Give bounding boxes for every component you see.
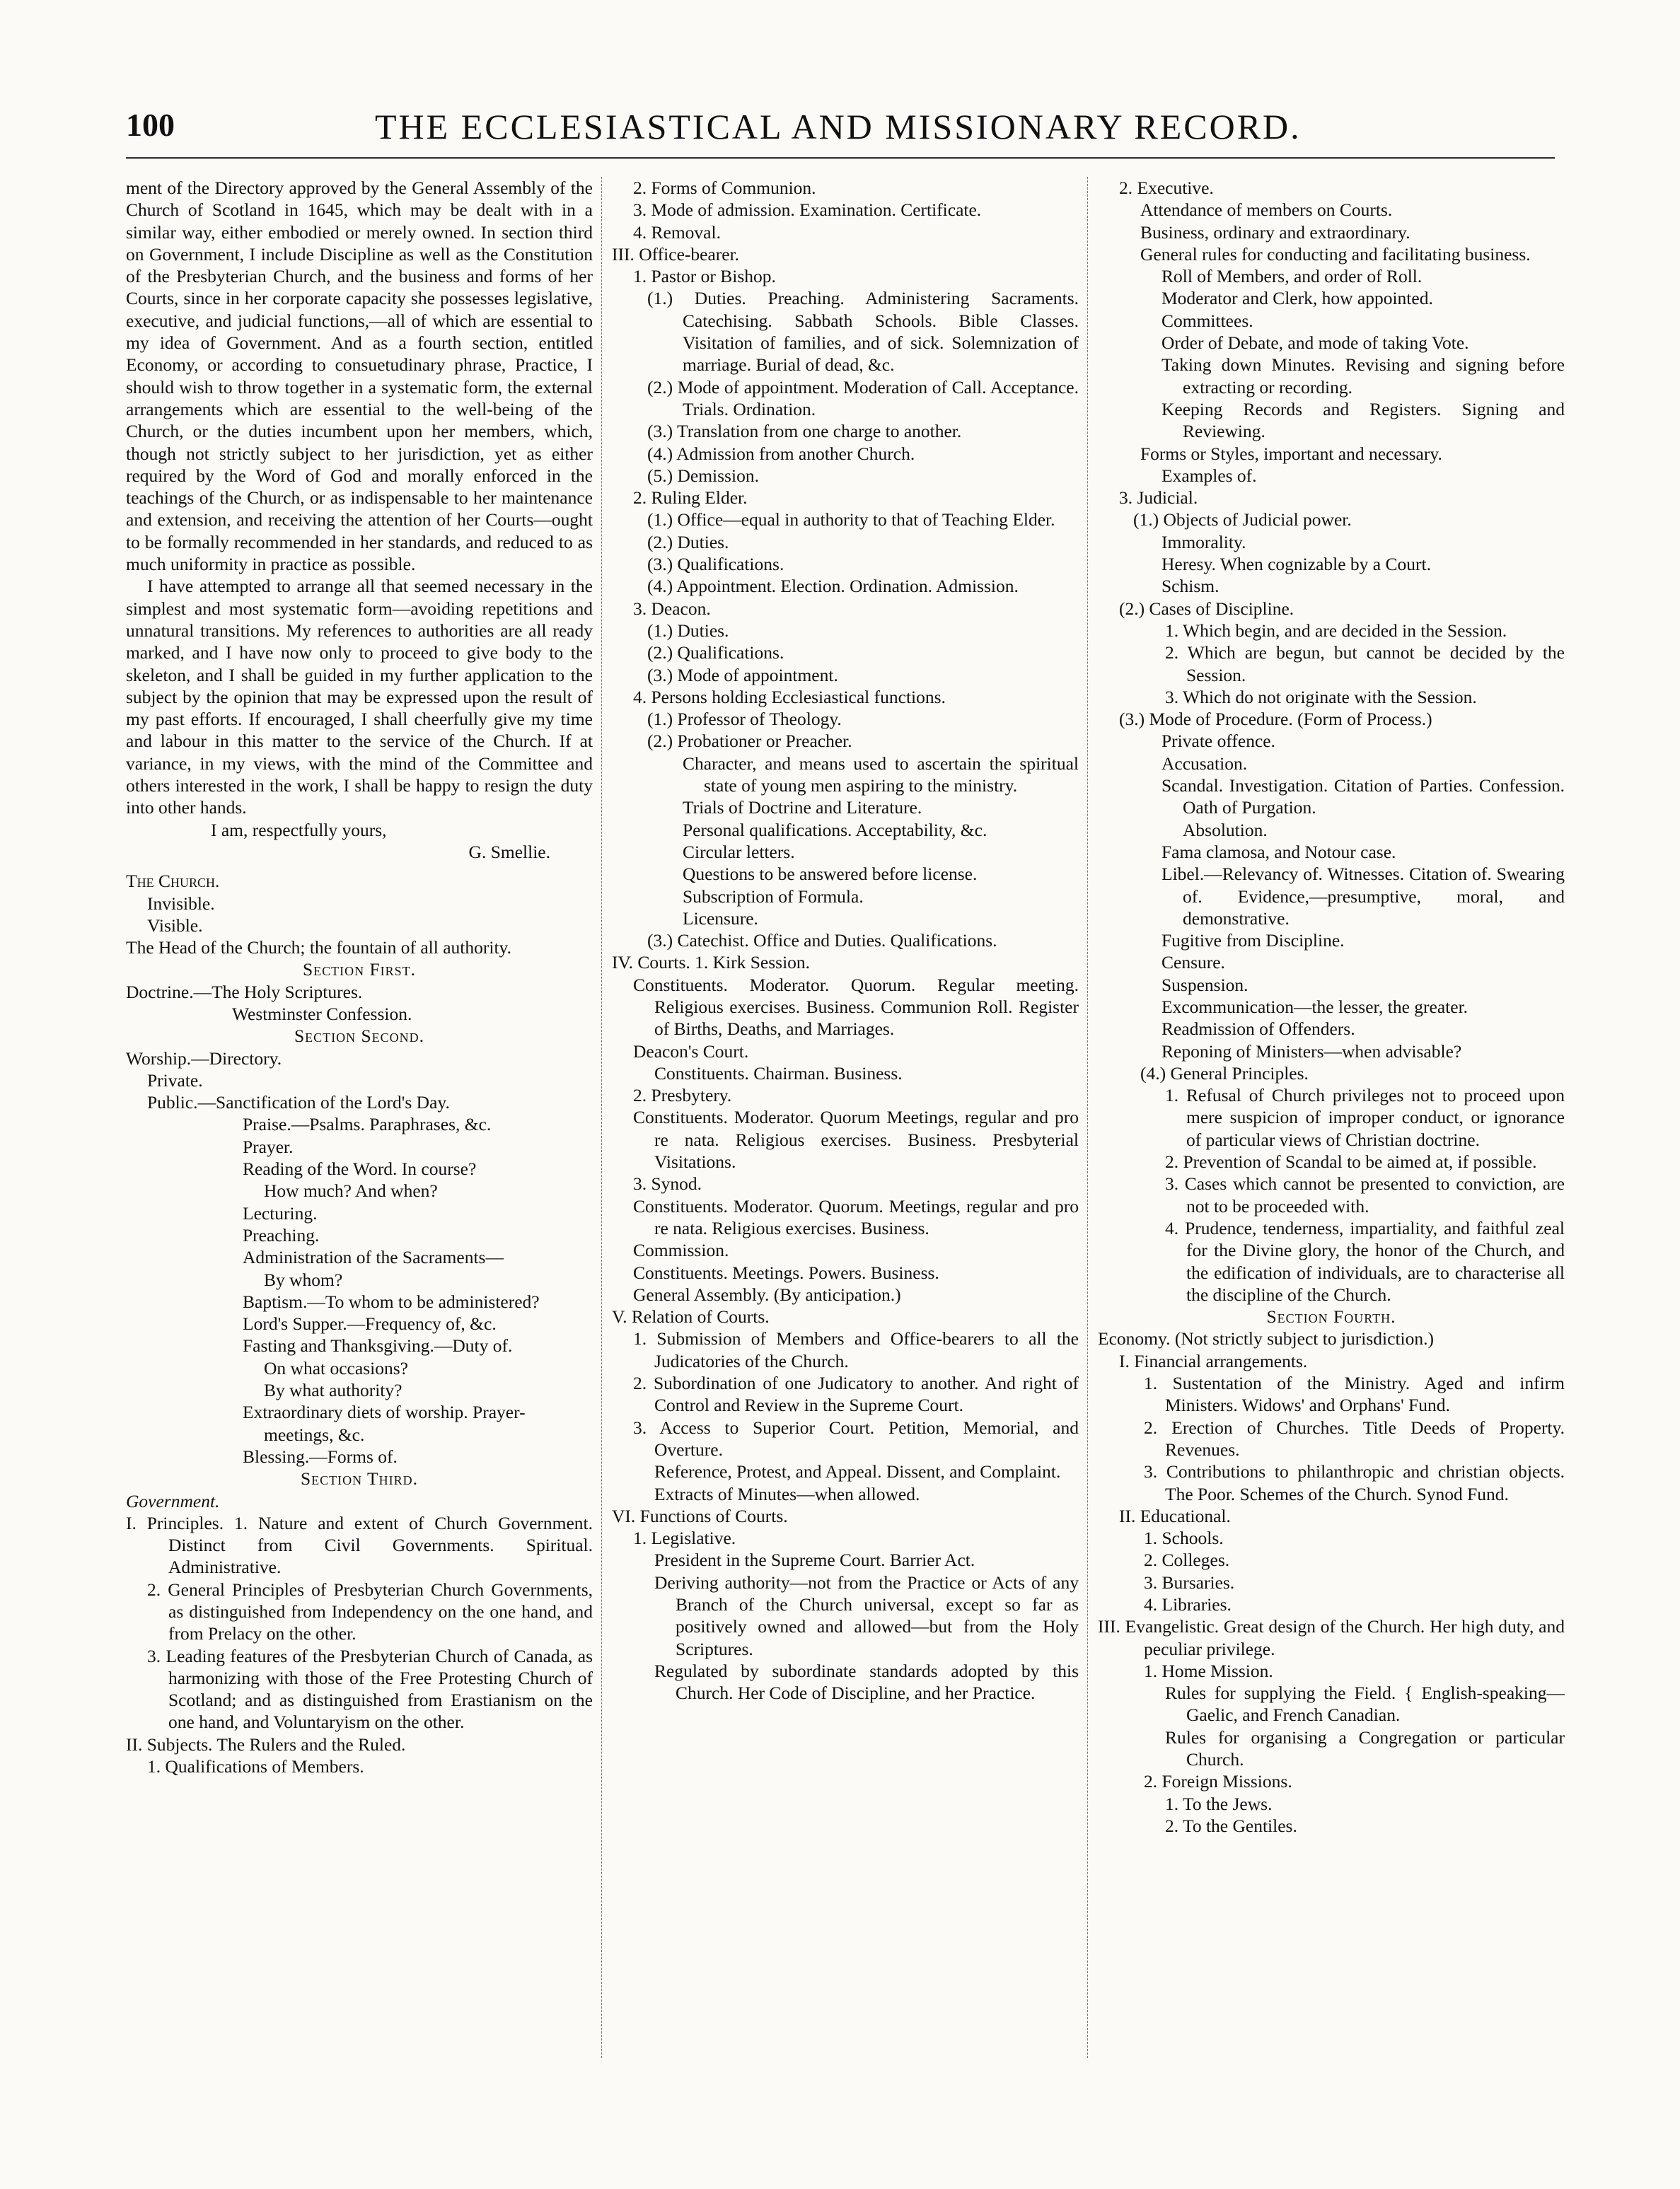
outline-item: 3. Bursaries. — [1144, 1572, 1235, 1593]
paragraph: I have attempted to arrange all that seemed necessary in the simplest and most systematic form—avoiding repetitions and unnatural transitions. My references to authorities are all ready marked, and I have now only to proceed to give body to the skeleton, and I shall be guided in my further application to the subject by the opinion that may be expressed upon the result of my past efforts. If encouraged, I shall cheerfully give my time and labour in this matter to the service of the Church. If at variance, in my views, with the mind of the Committee and others interested in the work, I shall be happy to resign the duty into other hands. — [126, 576, 593, 818]
outline-item: Censure. — [1161, 952, 1225, 973]
outline-item: 3. Judicial. — [1119, 487, 1198, 509]
outline-item: 4. Libraries. — [1144, 1594, 1232, 1615]
outline-item: 1. Which begin, and are decided in the Session. — [1165, 620, 1507, 641]
outline-item: 1. Refusal of Church privileges not to proceed upon mere suspicion of improper conduct, or ignorance of particular views of Christian doctrine. — [1165, 1085, 1565, 1150]
outline-item: 1. Sustentation of the Ministry. Aged and infirm Ministers. Widows' and Orphans' Fund. — [1144, 1373, 1565, 1416]
outline-item: (5.) Demission. — [647, 465, 759, 486]
outline-item: Fasting and Thanksgiving.—Duty of. — [243, 1335, 513, 1357]
outline-item: The Church. — [126, 871, 220, 892]
outline-item: 1. Legislative. — [633, 1528, 736, 1549]
outline-item: Suspension. — [1161, 974, 1249, 995]
outline-item: Personal qualifications. Acceptability, &c. — [683, 819, 987, 840]
outline-item: Lord's Supper.—Frequency of, &c. — [243, 1313, 497, 1335]
outline-item: (4.) Admission from another Church. — [647, 443, 915, 464]
outline-item: Business, ordinary and extraordinary. — [1140, 221, 1410, 243]
outline-item: Constituents. Chairman. Business. — [654, 1062, 903, 1084]
outline-item: Private. — [147, 1069, 203, 1091]
outline-item: (3.) Mode of Procedure. (Form of Process.) — [1119, 709, 1432, 730]
outline-item: Immorality. — [1161, 531, 1246, 552]
outline-item: 2. Presbytery. — [633, 1085, 732, 1106]
header-rule — [126, 157, 1555, 159]
outline-item: (1.) Office—equal in authority to that of Teaching Elder. — [647, 509, 1055, 530]
outline-item: Absolution. — [1183, 819, 1268, 840]
outline-item: Prayer. — [243, 1136, 294, 1157]
outline-item: 3. Deacon. — [633, 598, 711, 619]
outline-item: General rules for conducting and facilitating business. — [1140, 243, 1531, 265]
column-right — [1098, 177, 1565, 2058]
outline-item: 3. Cases which cannot be presented to conviction, are not to be proceeded with. — [1165, 1173, 1565, 1217]
outline-item: VI. Functions of Courts. — [612, 1505, 788, 1526]
outline-item: Fama clamosa, and Notour case. — [1161, 841, 1396, 862]
page-header — [126, 106, 1555, 149]
outline-item: Deacon's Court. — [633, 1040, 749, 1062]
outline-item: (1.) Duties. Preaching. Administering Sacraments. Catechising. Sabbath Schools. Bible Classes. Visitation of families, and of sick. Solemnization of marriage. Burial of dead, &c. — [647, 288, 1079, 376]
outline-item: (3.) Translation from one charge to another. — [647, 421, 962, 442]
outline-item: 4. Persons holding Ecclesiastical functions. — [633, 686, 946, 707]
signature: G. Smellie. — [468, 841, 550, 862]
outline-item: Roll of Members, and order of Roll. — [1161, 266, 1423, 287]
outline-item: Economy. (Not strictly subject to jurisdiction.) — [1098, 1328, 1434, 1349]
outline-item: (1.) Duties. — [647, 620, 729, 641]
outline-item: Doctrine.—The Holy Scriptures. — [126, 981, 363, 1002]
outline-item: Commission. — [633, 1240, 729, 1261]
outline-item: Westminster Confession. — [232, 1003, 412, 1024]
outline-item: II. Educational. — [1119, 1505, 1231, 1526]
outline-item: How much? And when? — [264, 1180, 438, 1202]
outline-item: 2. Ruling Elder. — [633, 487, 748, 509]
column-left — [126, 177, 593, 2058]
page-number: 100 — [126, 107, 175, 143]
outline-item: Schism. — [1161, 576, 1220, 597]
outline-item: Baptism.—To whom to be administered? — [243, 1291, 540, 1312]
outline-item: IV. Courts. 1. Kirk Session. — [612, 952, 811, 973]
outline-item: Libel.—Relevancy of. Witnesses. Citation of. Swearing of. Evidence,—presumptive, moral, and demonstrative. — [1161, 864, 1565, 929]
outline-item: 2. Prevention of Scandal to be aimed at, if possible. — [1165, 1151, 1537, 1173]
outline-item: By whom? — [264, 1269, 343, 1290]
running-title: THE ECCLESIASTICAL AND MISSIONARY RECORD. — [375, 107, 1302, 146]
outline-item: Extraordinary diets of worship. Prayer-meetings, &c. — [243, 1402, 526, 1445]
outline-item: Preaching. — [243, 1224, 320, 1246]
outline-item: Extracts of Minutes—when allowed. — [654, 1483, 920, 1504]
outline-item: Lecturing. — [243, 1202, 318, 1224]
outline-item: Invisible. — [147, 893, 215, 914]
outline-item: (4.) General Principles. — [1140, 1062, 1309, 1084]
outline-item: Taking down Minutes. Revising and signing before extracting or recording. — [1161, 354, 1565, 397]
outline-item: (2.) Mode of appointment. Moderation of Call. Acceptance. Trials. Ordination. — [647, 376, 1079, 419]
outline-item: 2. Colleges. — [1144, 1550, 1230, 1571]
outline-item: Subscription of Formula. — [683, 886, 864, 907]
outline-item: Keeping Records and Registers. Signing and Reviewing. — [1161, 398, 1565, 442]
letter-closing: I am, respectfully yours, — [211, 819, 387, 840]
paragraph: ment of the Directory approved by the General Assembly of the Church of Scotland in 1645, which may be dealt with in a similar way, either embodied or merely owned. In section third on Government, I include Discipline as well as the Constitution of the Presbyterian Church, and the business and forms of her Courts, since in her corporate capacity she possesses legislative, executive, and judicial functions,—all of which are essential to my idea of Government. And as a fourth section, entitled Economy, or according to consuetudinary phrase, Practice, I should wish to throw together in a systematic form, the external arrangements which are essential to the well-being of the Church, or the duties incumbent upon her members, which, though not strictly subject to her jurisdiction, yet as either required by the Word of God and morally enforced in the teachings of the Church, or as indispensable to her maintenance and extension, and receiving the attention of her Courts—ought to be formally recommended in her standards, and reduced to as much uniformity in practice as possible. — [126, 178, 593, 575]
outline-item: (1.) Professor of Theology. — [647, 709, 842, 730]
outline-item: Attendance of members on Courts. — [1140, 199, 1393, 221]
outline-item: 1. Qualifications of Members. — [147, 1756, 364, 1777]
outline-item: V. Relation of Courts. — [612, 1306, 770, 1328]
outline-item: By what authority? — [264, 1380, 402, 1401]
outline-item: Deriving authority—not from the Practice or Acts of any Branch of the Church universal, except so far as positively owned and allowed—but from the Holy Scriptures. — [654, 1572, 1079, 1659]
outline-item: Reponing of Ministers—when advisable? — [1161, 1040, 1462, 1062]
outline-item: 1. Pastor or Bishop. — [633, 266, 776, 287]
outline-item: (2.) Qualifications. — [647, 642, 784, 663]
outline-item: Character, and means used to ascertain the spiritual state of young men aspiring to the ministry. — [683, 753, 1079, 796]
outline-item: 2. Executive. — [1119, 178, 1214, 198]
section-heading: Section Fourth. — [1266, 1306, 1396, 1328]
outline-item: III. Evangelistic. Great design of the Church. Her high duty, and peculiar privilege. — [1098, 1616, 1565, 1659]
outline-item: 3. Access to Superior Court. Petition, Memorial, and Overture. — [633, 1417, 1079, 1460]
outline-item: General Assembly. (By anticipation.) — [633, 1284, 901, 1305]
outline-item: Rules for supplying the Field. { English-speaking—Gaelic, and French Canadian. — [1165, 1683, 1565, 1726]
outline-item: 4. Prudence, tenderness, impartiality, and faithful zeal for the Divine glory, the honor of the Church, and the edification of individuals, are to characterise all the discipline of the Church. — [1165, 1217, 1565, 1305]
outline-item: I. Principles. 1. Nature and extent of Church Government. Distinct from Civil Governments. Spiritual. Administrative. — [126, 1512, 593, 1578]
section-heading: Section Third. — [300, 1468, 419, 1490]
outline-item: Administration of the Sacraments— — [243, 1247, 504, 1268]
outline-item: Accusation. — [1161, 753, 1248, 774]
outline-item: Constituents. Moderator. Quorum. Regular meeting. Religious exercises. Business. Communion Roll. Register of Births, Deaths, and Marriages. — [633, 974, 1079, 1040]
outline-item: Reading of the Word. In course? — [243, 1159, 477, 1180]
outline-item: Licensure. — [683, 907, 758, 929]
outline-item: III. Office-bearer. — [612, 243, 740, 265]
outline-item: 1. Submission of Members and Office-bearers to all the Judicatories of the Church. — [633, 1328, 1079, 1371]
outline-item: Examples of. — [1161, 465, 1257, 486]
outline-item: Committees. — [1161, 310, 1253, 331]
outline-item: (3.) Qualifications. — [647, 554, 784, 575]
outline-item: 2. To the Gentiles. — [1165, 1815, 1297, 1836]
outline-item: Private offence. — [1161, 731, 1275, 752]
column-divider — [1087, 177, 1088, 2058]
outline-item: Rules for organising a Congregation or particular Church. — [1165, 1726, 1565, 1770]
outline-item: 2. Foreign Missions. — [1144, 1771, 1292, 1792]
outline-item: Excommunication—the lesser, the greater. — [1161, 996, 1468, 1017]
outline-item: 2. Forms of Communion. — [633, 178, 816, 198]
outline-item: Scandal. Investigation. Citation of Parties. Confession. Oath of Purgation. — [1161, 775, 1565, 818]
column-middle — [612, 177, 1079, 2058]
outline-item: 3. Synod. — [633, 1173, 702, 1195]
outline-item: Public.—Sanctification of the Lord's Day. — [147, 1092, 450, 1113]
outline-item: Circular letters. — [683, 841, 795, 862]
outline-item: On what occasions? — [264, 1357, 408, 1378]
outline-item: (3.) Mode of appointment. — [647, 664, 838, 685]
outline-item: Heresy. When cognizable by a Court. — [1161, 554, 1431, 575]
outline-item: President in the Supreme Court. Barrier Act. — [654, 1550, 975, 1571]
outline-item: (2.) Probationer or Preacher. — [647, 731, 852, 752]
outline-item: Reference, Protest, and Appeal. Dissent, and Complaint. — [654, 1461, 1061, 1482]
outline-item: Constituents. Moderator. Quorum. Meetings, regular and pro re nata. Religious exercises. Business. — [633, 1195, 1079, 1238]
outline-item: The Head of the Church; the fountain of all authority. — [126, 937, 512, 958]
outline-list — [612, 177, 1079, 1704]
outline-item: (2.) Duties. — [647, 531, 729, 552]
section-heading: Section First. — [302, 959, 417, 980]
outline-item: Readmission of Offenders. — [1161, 1018, 1355, 1040]
outline-item: 3. Mode of admission. Examination. Certificate. — [633, 199, 982, 221]
outline-item: Constituents. Meetings. Powers. Business. — [633, 1262, 939, 1283]
outline-item: Fugitive from Discipline. — [1161, 930, 1345, 951]
outline-item: Blessing.—Forms of. — [243, 1446, 398, 1467]
column-divider — [601, 177, 602, 2058]
outline-item: Praise.—Psalms. Paraphrases, &c. — [243, 1114, 492, 1135]
outline-item: Trials of Doctrine and Literature. — [683, 797, 922, 818]
outline-list — [1098, 177, 1565, 1837]
outline-item: Questions to be answered before license. — [683, 864, 978, 885]
outline-item: Government. — [126, 1490, 220, 1511]
outline-item: 3. Which do not originate with the Session. — [1165, 686, 1477, 707]
outline-item: Order of Debate, and mode of taking Vote. — [1161, 332, 1469, 354]
outline-item: 2. Erection of Churches. Title Deeds of Property. Revenues. — [1144, 1417, 1565, 1460]
outline-item: Forms or Styles, important and necessary. — [1140, 443, 1442, 464]
outline-item: (2.) Cases of Discipline. — [1119, 598, 1294, 619]
outline-item: I. Financial arrangements. — [1119, 1350, 1308, 1371]
outline-item: 1. To the Jews. — [1165, 1793, 1273, 1814]
outline-item: (4.) Appointment. Election. Ordination. Admission. — [647, 576, 1019, 597]
outline-item: 2. General Principles of Presbyterian Church Governments, as distinguished from Independency on the one hand, and from Prelacy on the other. — [147, 1579, 593, 1644]
outline-list — [126, 870, 593, 1777]
outline-item: Regulated by subordinate standards adopted by this Church. Her Code of Discipline, and her Practice. — [654, 1660, 1079, 1704]
outline-item: 3. Leading features of the Presbyterian Church of Canada, as harmonizing with those of the Free Protesting Church of Scotland; and as distinguished from Erastianism on the one hand, and Voluntaryism on the other. — [147, 1645, 593, 1733]
outline-item: 2. Which are begun, but cannot be decided by the Session. — [1165, 642, 1565, 685]
outline-item: 3. Contributions to philanthropic and christian objects. The Poor. Schemes of the Church. Synod Fund. — [1144, 1461, 1565, 1504]
outline-item: (3.) Catechist. Office and Duties. Qualifications. — [647, 930, 997, 951]
outline-item: Moderator and Clerk, how appointed. — [1161, 288, 1433, 309]
outline-item: (1.) Objects of Judicial power. — [1133, 509, 1352, 530]
outline-item: 1. Home Mission. — [1144, 1660, 1273, 1681]
outline-item: Constituents. Moderator. Quorum Meetings, regular and pro re nata. Religious exercises. Business. Presbyterial Visitations. — [633, 1107, 1079, 1173]
outline-item: Worship.—Directory. — [126, 1047, 282, 1069]
outline-item: Visible. — [147, 914, 203, 936]
outline-item: II. Subjects. The Rulers and the Ruled. — [126, 1734, 406, 1755]
section-heading: Section Second. — [294, 1026, 425, 1047]
outline-item: 1. Schools. — [1144, 1528, 1224, 1549]
outline-item: 2. Subordination of one Judicatory to another. And right of Control and Review in the Supreme Court. — [633, 1373, 1079, 1416]
outline-item: 4. Removal. — [633, 221, 721, 243]
